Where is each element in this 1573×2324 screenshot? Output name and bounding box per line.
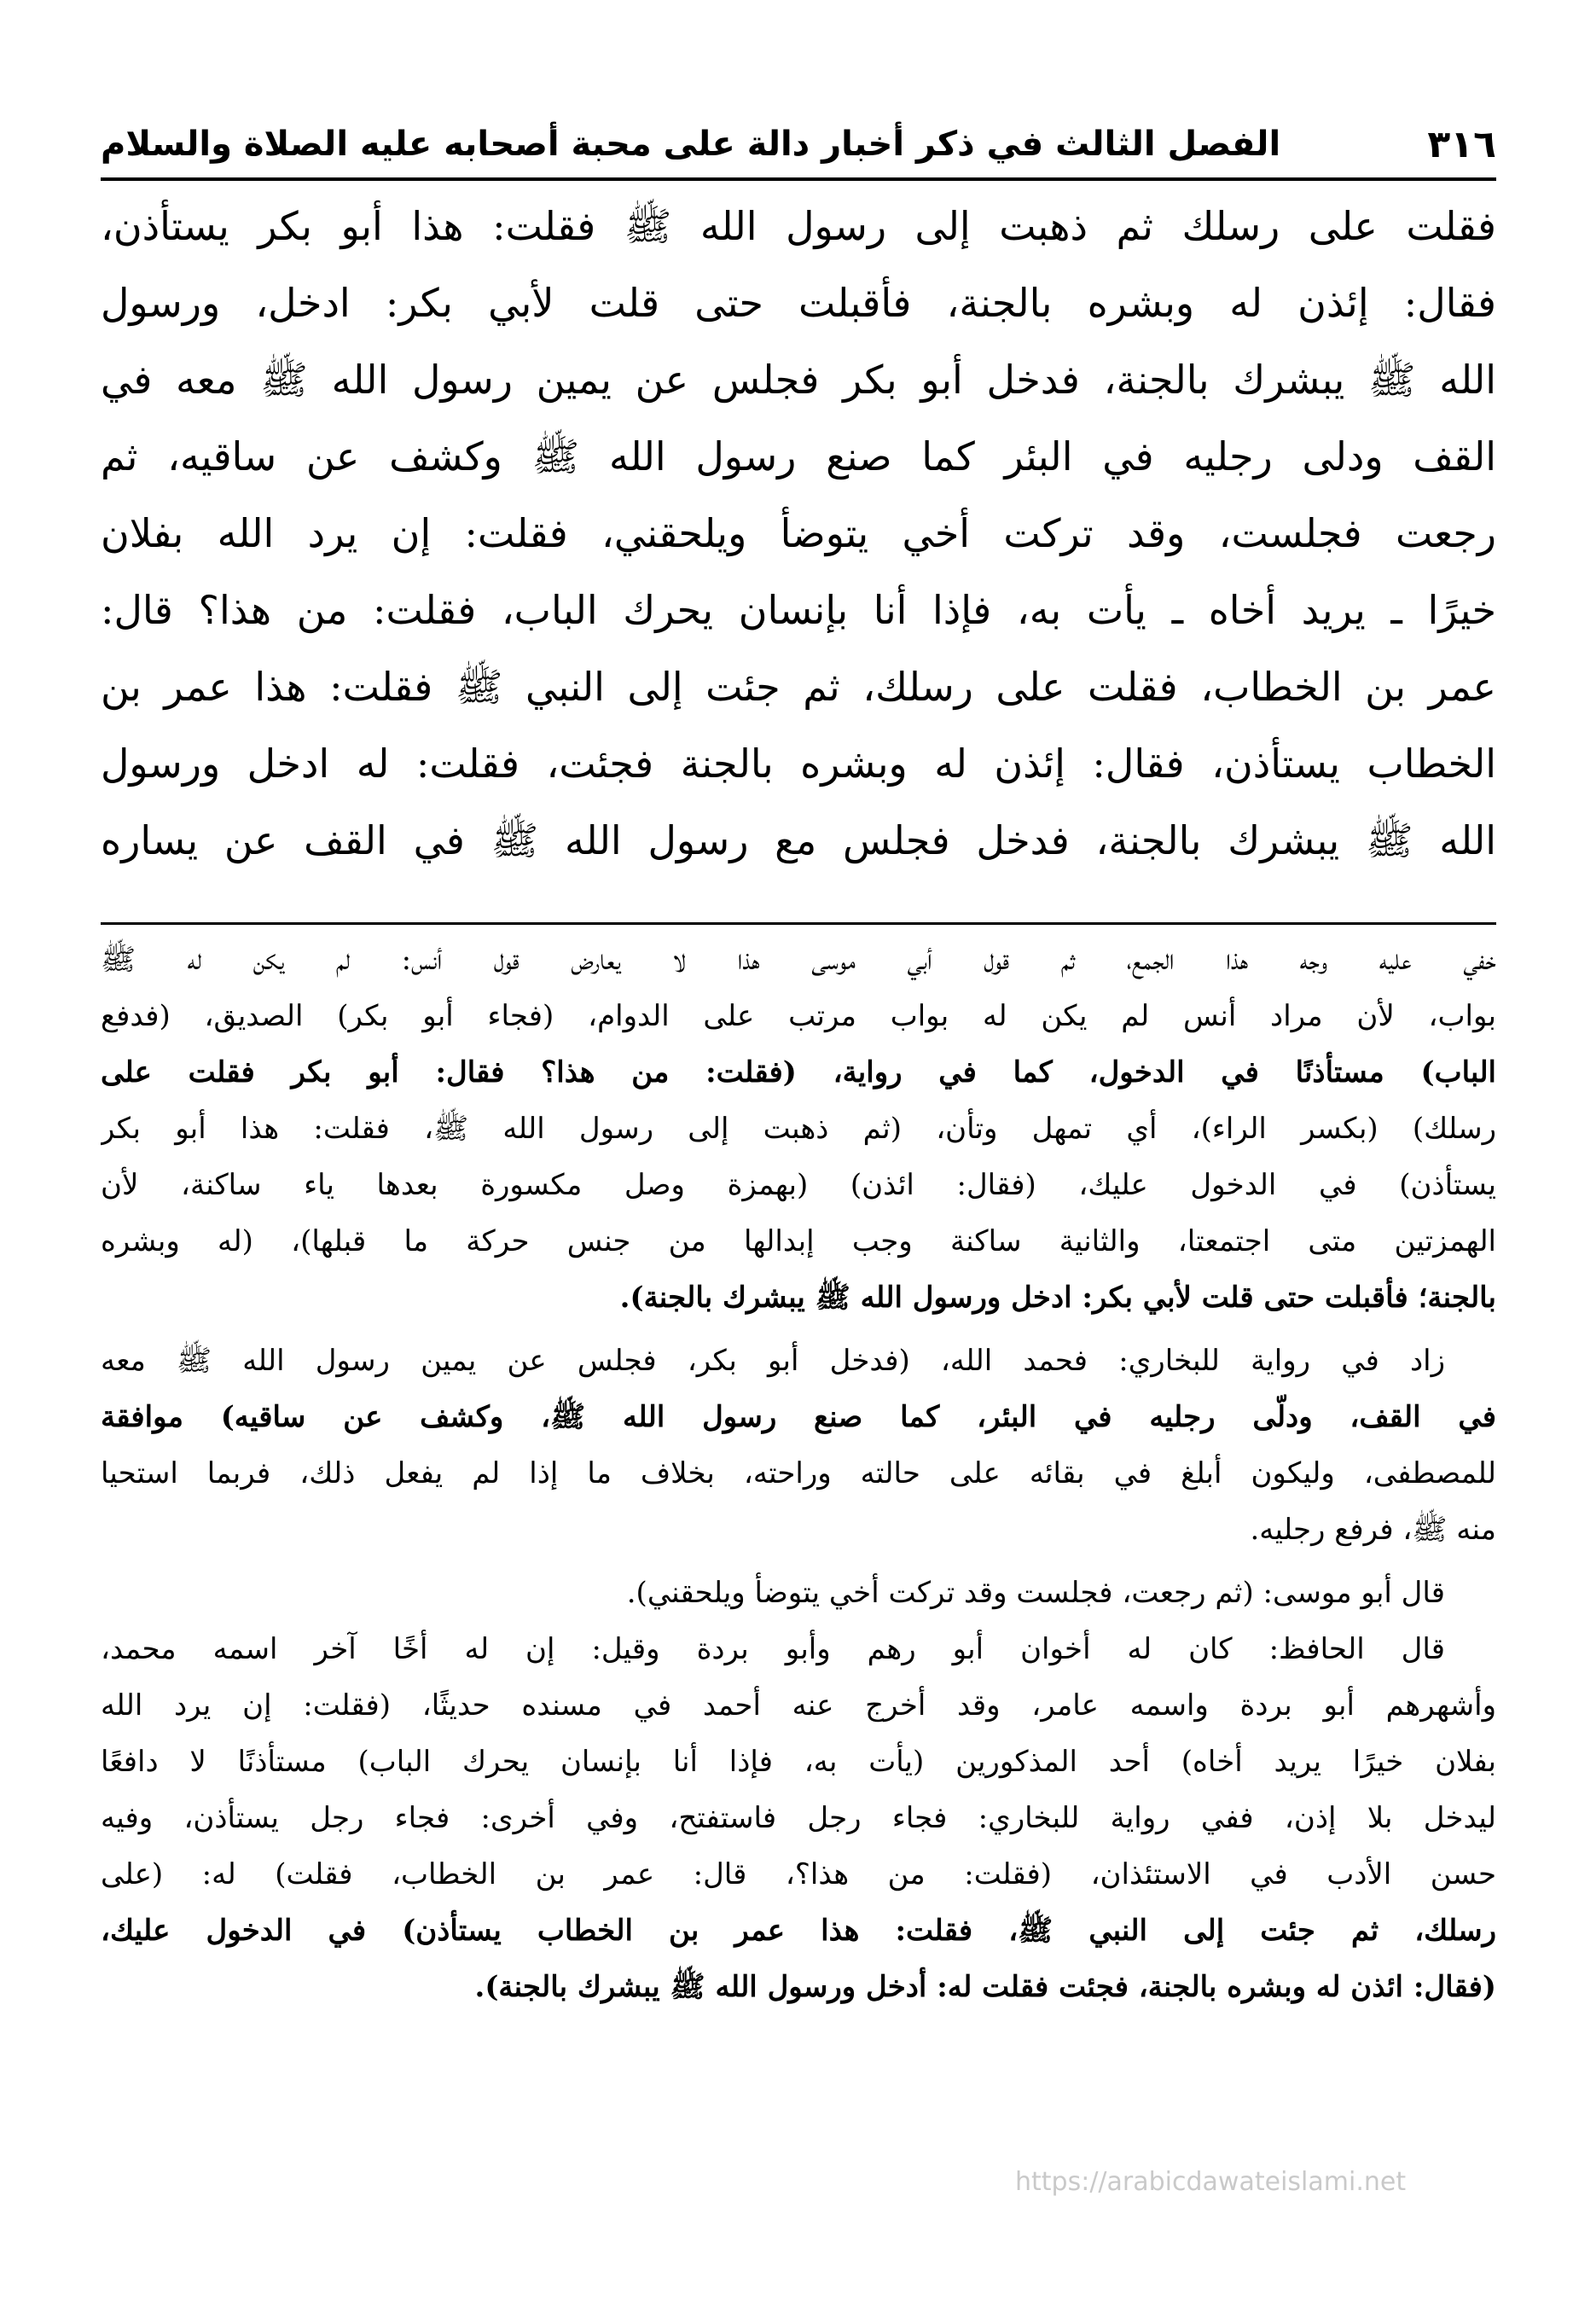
commentary-line: وأشهرهم أبو بردة واسمه عامر، وقد أخرج عنه أحمد في مسنده حديثًا، (فقلت: إن يرد الله bbox=[101, 1688, 1496, 1723]
main-text-line: خيرًا ـ يريد أخاه ـ يأت به، فإذا أنا بإنسان يحرك الباب، فقلت: من هذا؟ قال: bbox=[101, 587, 1496, 633]
text-divider bbox=[101, 922, 1496, 925]
page-header bbox=[101, 118, 1496, 171]
main-text-line: فقال: إئذن له وبشره بالجنة، فأقبلت حتى قلت لأبي بكر: ادخل، ورسول bbox=[101, 280, 1496, 326]
main-text-line: القف ودلى رجليه في البئر كما صنع رسول الله ﷺ وكشف عن ساقيه، ثم bbox=[101, 433, 1496, 479]
commentary-line: بفلان خيرًا يريد أخاه) أحد المذكورين (يأت به، فإذا أنا بإنسان يحرك الباب) مستأذنًا لا دافعًا bbox=[101, 1745, 1496, 1779]
commentary-line: (فقال: ائذن له وبشره بالجنة، فجئت فقلت له: أدخل ورسول الله ﷺ يبشرك بالجنة). bbox=[474, 1970, 1496, 2004]
main-text-line: الله ﷺ يبشرك بالجنة، فدخل أبو بكر فجلس عن يمين رسول الله ﷺ معه في bbox=[101, 357, 1496, 403]
running-title: الفصل الثالث في ذكر أخبار دالة على محبة أصحابه عليه الصلاة والسلام bbox=[101, 125, 1281, 164]
commentary-text bbox=[101, 932, 1496, 2015]
main-text-line: الخطاب يستأذن، فقال: إئذن له وبشره بالجنة فجئت، فقلت: له ادخل ورسول bbox=[101, 741, 1496, 787]
watermark-url: https://arabicdawateislami.net bbox=[1015, 2167, 1407, 2197]
commentary-line: يستأذن) في الدخول عليك، (فقال: ائذن) (بهمزة وصل مكسورة بعدها ياء ساكنة، لأن bbox=[101, 1168, 1496, 1202]
commentary-line: خفي عليه وجه هذا الجمع، ثم قول أبي موسى هذا لا يعارض قول أنس: لم يكن له ﷺ bbox=[101, 943, 1496, 977]
commentary-line: الباب) مستأذنًا في الدخول، كما في رواية، (فقلت: من هذا؟ فقال: أبو بكر فقلت على bbox=[101, 1055, 1496, 1089]
commentary-line: رسلك، ثم جئت إلى النبي ﷺ، فقلت: هذا عمر بن الخطاب يستأذن) في الدخول عليك، bbox=[101, 1914, 1496, 1948]
main-hadith-text bbox=[101, 188, 1496, 879]
commentary-line: حسن الأدب في الاستئذان، (فقلت: من هذا؟، قال: عمر بن الخطاب، فقلت) له: (على bbox=[101, 1857, 1496, 1891]
commentary-line: قال الحافظ: كان له أخوان أبو رهم وأبو بردة وقيل: إن له أخًا آخر اسمه محمد، bbox=[101, 1632, 1445, 1666]
main-text-line: فقلت على رسلك ثم ذهبت إلى رسول الله ﷺ فقلت: هذا أبو بكر يستأذن، bbox=[101, 203, 1496, 249]
page-number: ٣١٦ bbox=[1427, 122, 1496, 166]
main-text-line: رجعت فجلست، وقد تركت أخي يتوضأ ويلحقني، فقلت: إن يرد الله بفلان bbox=[101, 510, 1496, 556]
commentary-line: رسلك) (بكسر الراء)، أي تمهل وتأن، (ثم ذهبت إلى رسول الله ﷺ، فقلت: هذا أبو بكر bbox=[101, 1112, 1496, 1146]
main-text-line: عمر بن الخطاب، فقلت على رسلك، ثم جئت إلى النبي ﷺ فقلت: هذا عمر بن bbox=[101, 664, 1496, 710]
commentary-line: بواب، لأن مراد أنس لم يكن له بواب مرتب على الدوام، (فجاء أبو بكر) الصديق، (فدفع bbox=[101, 999, 1496, 1033]
commentary-line: للمصطفى، وليكون أبلغ في بقائه على حالته وراحته، بخلاف ما إذا لم يفعل ذلك، فربما استحيا bbox=[101, 1456, 1496, 1490]
commentary-line: بالجنة؛ فأقبلت حتى قلت لأبي بكر: ادخل ورسول الله ﷺ يبشرك بالجنة). bbox=[619, 1281, 1496, 1315]
header-rule bbox=[101, 177, 1496, 181]
commentary-line: منه ﷺ، فرفع رجليه. bbox=[1250, 1513, 1496, 1547]
commentary-line: زاد في رواية للبخاري: فحمد الله، (فدخل أبو بكر، فجلس عن يمين رسول الله ﷺ معه bbox=[101, 1344, 1445, 1378]
commentary-line: في القف، ودلّى رجليه في البئر، كما صنع رسول الله ﷺ، وكشف عن ساقيه) موافقة bbox=[101, 1400, 1496, 1434]
commentary-line: قال أبو موسى: (ثم رجعت، فجلست وقد تركت أخي يتوضأ ويلحقني). bbox=[626, 1576, 1445, 1610]
commentary-line: ليدخل بلا إذن، ففي رواية للبخاري: فجاء رجل فاستفتح، وفي أخرى: فجاء رجل يستأذن، وفيه bbox=[101, 1801, 1496, 1835]
commentary-line: الهمزتين متى اجتمعتا، والثانية ساكنة وجب إبدالها من جنس حركة ما قبلها)، (له وبشره bbox=[101, 1224, 1496, 1258]
main-text-line: الله ﷺ يبشرك بالجنة، فدخل فجلس مع رسول الله ﷺ في القف عن يساره bbox=[101, 817, 1496, 863]
